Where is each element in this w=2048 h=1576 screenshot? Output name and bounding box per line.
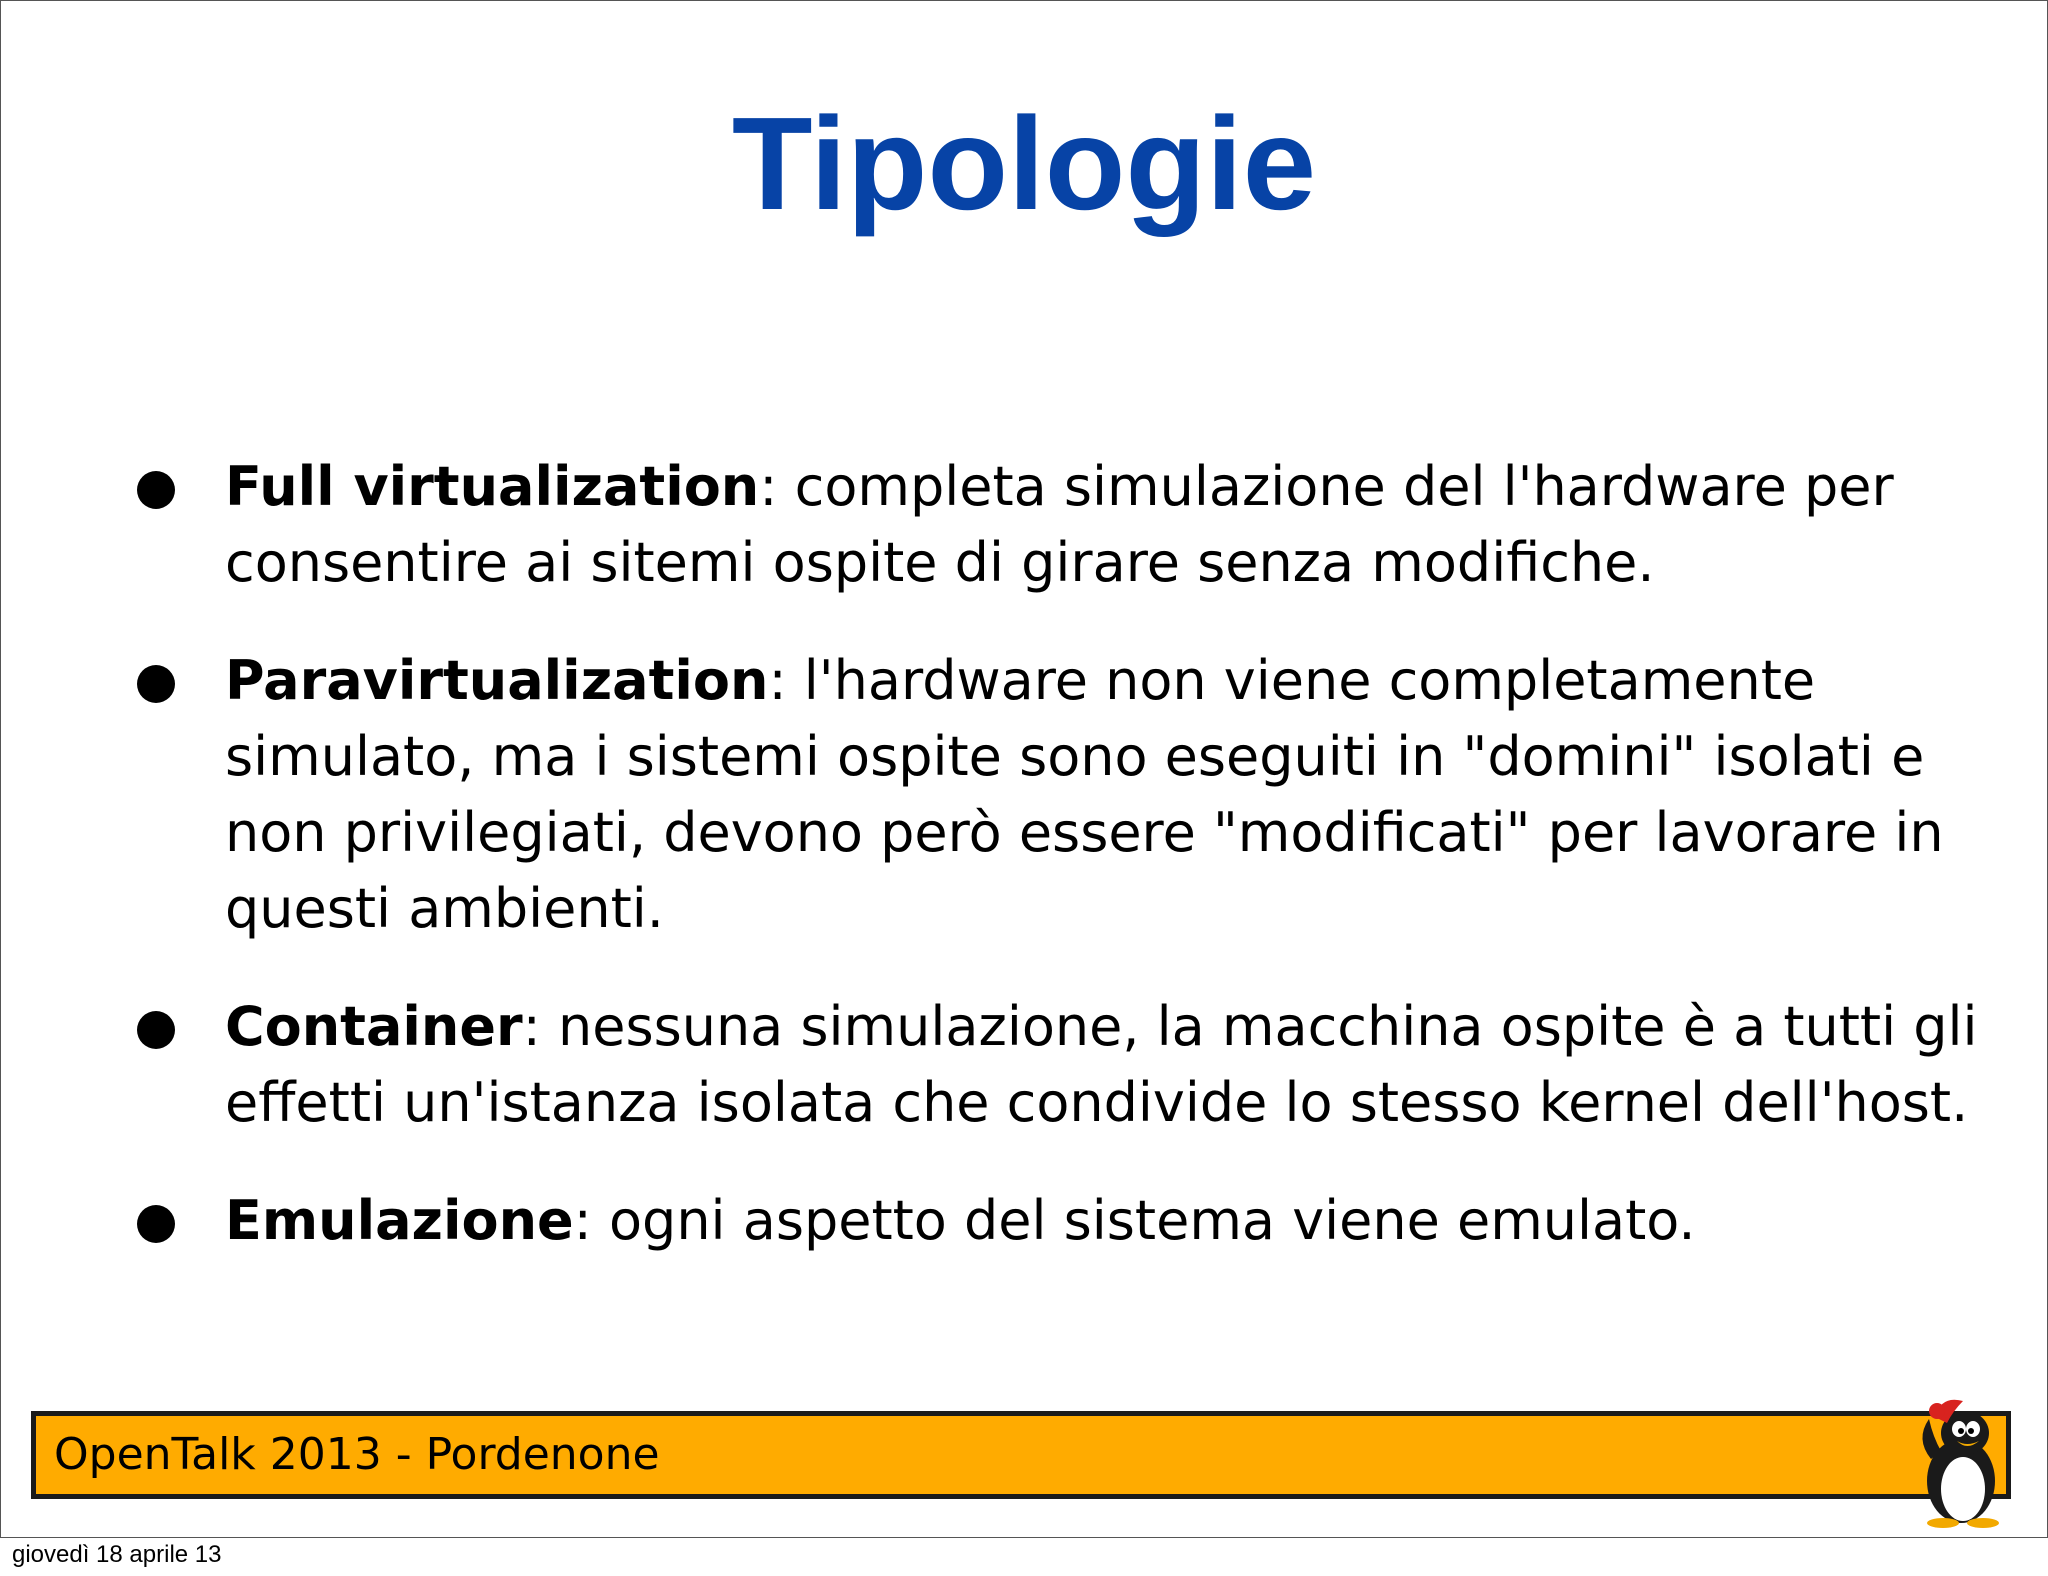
bullet-term: Paravirtualization [225,649,769,712]
bullet-term: Container [225,995,523,1058]
bullet-text: : nessuna simulazione, la macchina ospite è a tutti gli effetti un'istanza isolata che condivide lo stesso kernel dell'host. [225,995,1978,1134]
date-stamp: giovedì 18 aprile 13 [12,1541,222,1568]
bullet-term: Full virtualization [225,455,760,518]
slide-title: Tipologie [731,90,1317,237]
footer-bar [31,1411,2011,1499]
bullet-dot-icon [137,471,175,509]
bullet-item [1,643,2047,947]
footer-label: OpenTalk 2013 - Pordenone [54,1429,660,1480]
bullet-item [1,449,2047,601]
penguin-mascot-icon [1901,1389,2021,1529]
bullet-text: : completa simulazione del l'hardware per consentire ai sitemi ospite di girare senza modifiche. [225,455,1894,594]
bullet-dot-icon [137,665,175,703]
bullet-text: : ogni aspetto del sistema viene emulato. [573,1189,1696,1252]
bullet-term: Emulazione [225,1189,574,1252]
bullet-list [1,449,2047,1301]
bullet-item [1,989,2047,1141]
bullet-dot-icon [137,1205,175,1243]
bullet-item [1,1183,2047,1259]
bullet-dot-icon [137,1011,175,1049]
bullet-text: : l'hardware non viene completamente simulato, ma i sistemi ospite sono eseguiti in "domini" isolati e non privilegiati, devono però essere "modificati" per lavorare in questi ambienti. [225,649,1944,940]
